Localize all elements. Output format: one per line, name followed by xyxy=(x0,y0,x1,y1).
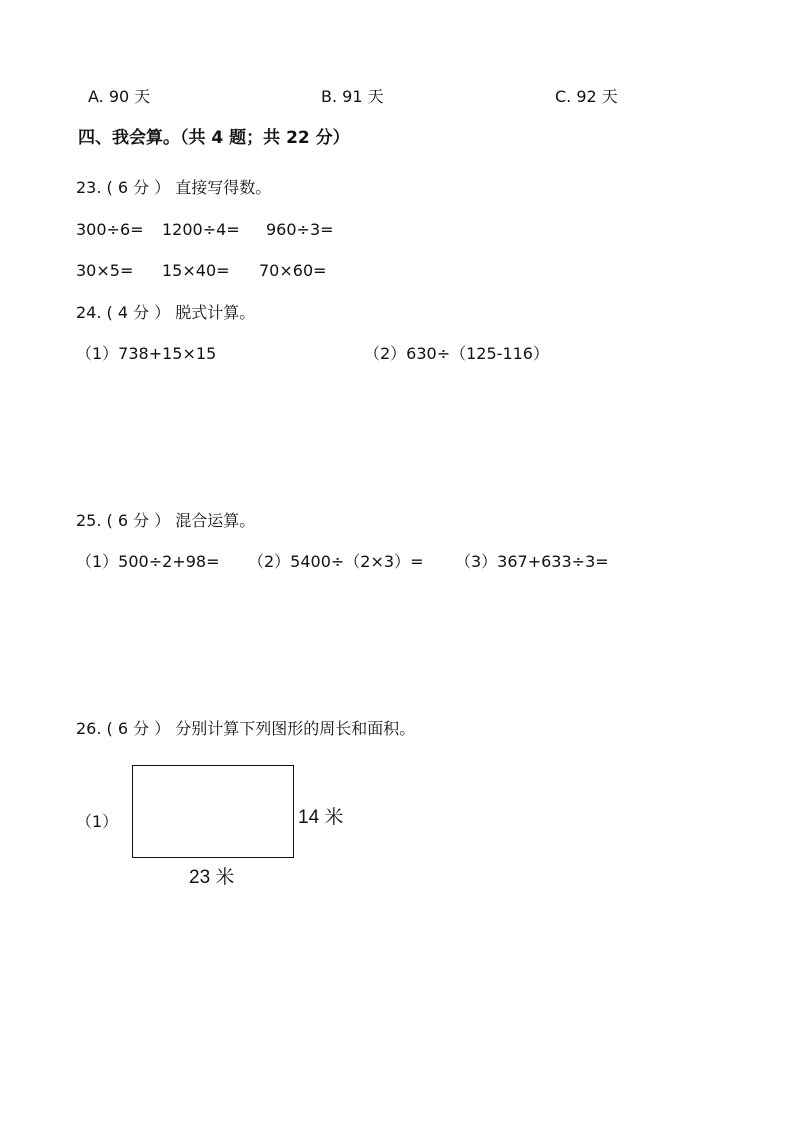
q24-item2: （2）630÷（125-116） xyxy=(364,344,549,363)
rectangle-height-label: 14 米 xyxy=(298,807,344,828)
choice-c: C. 92 天 xyxy=(555,87,618,106)
q23-row1-item3: 960÷3= xyxy=(266,220,334,239)
q25-item1: （1）500÷2+98= xyxy=(76,552,220,571)
q23-row2-item2: 15×40= xyxy=(162,261,230,280)
q26-title: 26. ( 6 分 ） 分别计算下列图形的周长和面积。 xyxy=(76,719,416,738)
q25-item2: （2）5400÷（2×3）= xyxy=(248,552,424,571)
q26-figure-label: （1） xyxy=(76,812,119,831)
q25-item3: （3）367+633÷3= xyxy=(455,552,609,571)
q23-row2-item3: 70×60= xyxy=(259,261,327,280)
choice-b: B. 91 天 xyxy=(321,87,384,106)
q23-title: 23. ( 6 分 ） 直接写得数。 xyxy=(76,178,272,197)
q25-title: 25. ( 6 分 ） 混合运算。 xyxy=(76,511,256,530)
rectangle-figure xyxy=(132,765,294,858)
q24-item1: （1）738+15×15 xyxy=(76,344,217,363)
q23-row1-item2: 1200÷4= xyxy=(162,220,240,239)
section-heading: 四、我会算。（共 4 题；共 22 分） xyxy=(78,128,350,148)
q23-row1-item1: 300÷6= xyxy=(76,220,144,239)
rectangle-width-label: 23 米 xyxy=(189,867,235,888)
q24-title: 24. ( 4 分 ） 脱式计算。 xyxy=(76,303,256,322)
choice-a: A. 90 天 xyxy=(88,87,151,106)
q23-row2-item1: 30×5= xyxy=(76,261,134,280)
